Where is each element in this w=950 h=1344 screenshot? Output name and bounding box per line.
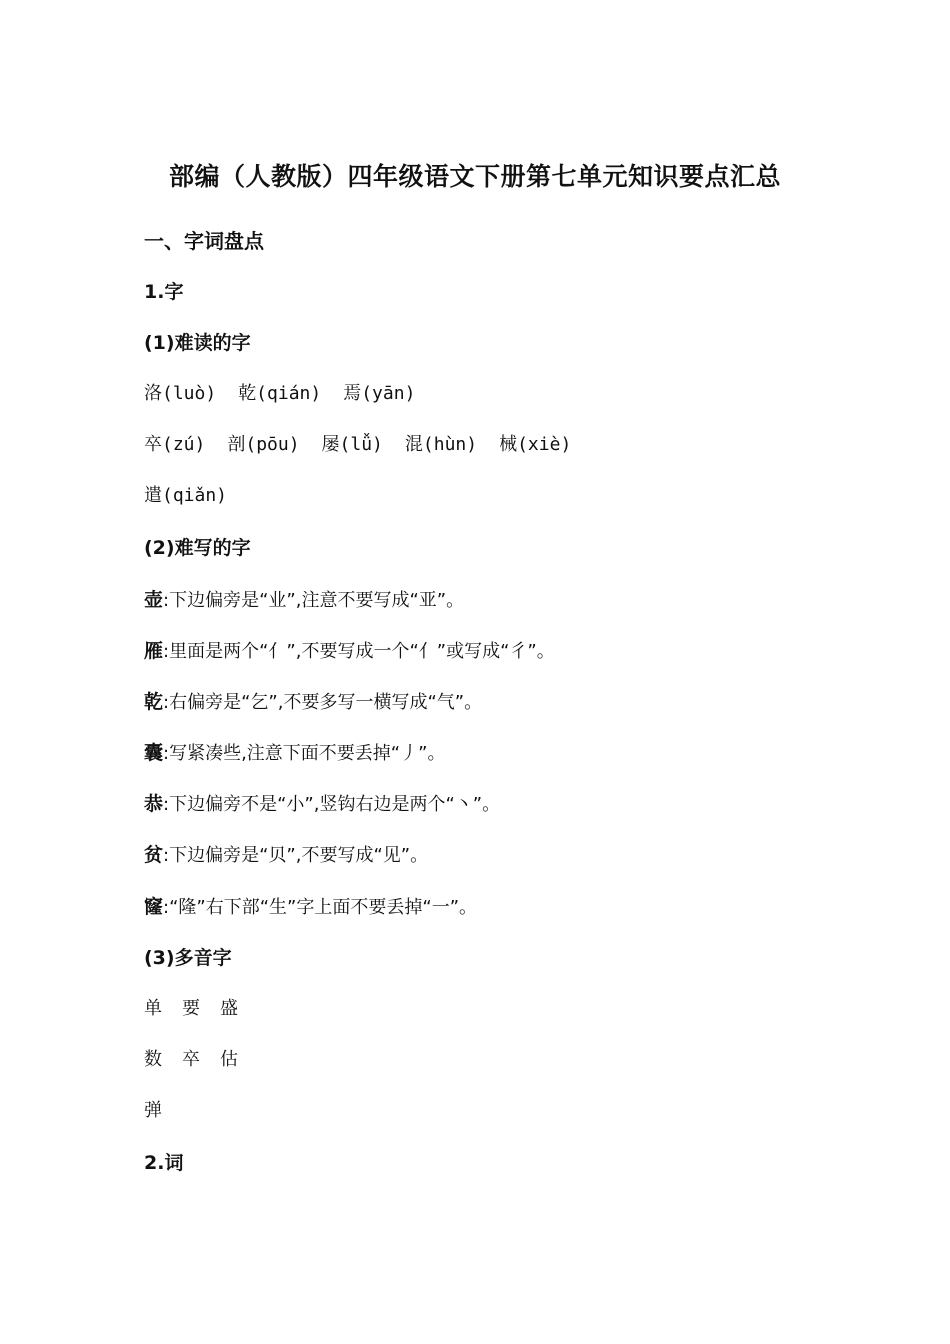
hard-write-desc: :写紧凑些,注意下面不要丢掉“丿”。 [163,743,446,764]
polyphone-char: 估 [220,1049,238,1070]
hard-read-row-3 [144,483,227,509]
section-heading-word-review: 一、字词盘点 [144,229,264,253]
hard-write-char: 雁 [144,640,164,662]
hard-read-row-2 [144,432,571,458]
heading-hard-to-read: (1)难读的字 [144,332,251,354]
polyphone-char: 数 [144,1049,162,1070]
pinyin-item: 遣(qiǎn) [144,485,228,506]
hard-write-item [144,638,555,665]
hard-write-char: 壶 [144,589,164,611]
hard-write-char: 囊 [144,742,164,764]
hard-write-item [144,791,500,818]
pinyin-item: 焉(yān) [343,383,416,404]
subheading-words: 2.词 [144,1152,184,1174]
polyphone-char: 弹 [144,1100,162,1121]
polyphone-char: 要 [182,998,200,1019]
hard-write-item [144,587,464,614]
hard-write-item [144,894,477,921]
hard-write-item [144,689,482,716]
subheading-characters: 1.字 [144,281,184,303]
hard-write-item [144,740,445,767]
hard-write-char: 恭 [144,793,164,815]
polyphone-row-2 [144,1047,238,1073]
page-title: 部编（人教版）四年级语文下册第七单元知识要点汇总 [168,162,781,191]
hard-write-desc: :里面是两个“亻”,不要写成一个“亻”或写成“彳”。 [163,641,555,662]
polyphone-row-3 [144,1098,162,1124]
pinyin-item: 械(xiè) [499,434,572,455]
heading-hard-to-write: (2)难写的字 [144,537,251,559]
pinyin-item: 剖(pōu) [227,434,300,455]
hard-write-desc: :下边偏旁是“贝”,不要写成“见”。 [163,845,429,866]
hard-write-char: 乾 [144,691,164,713]
pinyin-item: 乾(qián) [238,383,322,404]
pinyin-item: 屡(lǚ) [321,434,383,455]
hard-read-row-1 [144,381,415,407]
polyphone-char: 单 [144,998,162,1019]
hard-write-desc: :右偏旁是“乞”,不要多写一横写成“气”。 [163,692,483,713]
hard-write-item [144,842,428,869]
hard-write-desc: :下边偏旁不是“小”,竖钩右边是两个“丶”。 [163,794,501,815]
pinyin-item: 混(hùn) [404,434,478,455]
hard-write-desc: :“隆”右下部“生”字上面不要丢掉“一”。 [163,897,478,918]
polyphone-char: 盛 [220,998,238,1019]
hard-write-char: 贫 [144,844,164,866]
polyphone-row-1 [144,996,238,1022]
polyphone-char: 卒 [182,1049,200,1070]
hard-write-desc: :下边偏旁是“业”,注意不要写成“亚”。 [163,590,465,611]
hard-write-char: 窿 [144,896,164,918]
pinyin-item: 洛(luò) [144,383,217,404]
heading-polyphone: (3)多音字 [144,947,232,969]
pinyin-item: 卒(zú) [144,434,206,455]
